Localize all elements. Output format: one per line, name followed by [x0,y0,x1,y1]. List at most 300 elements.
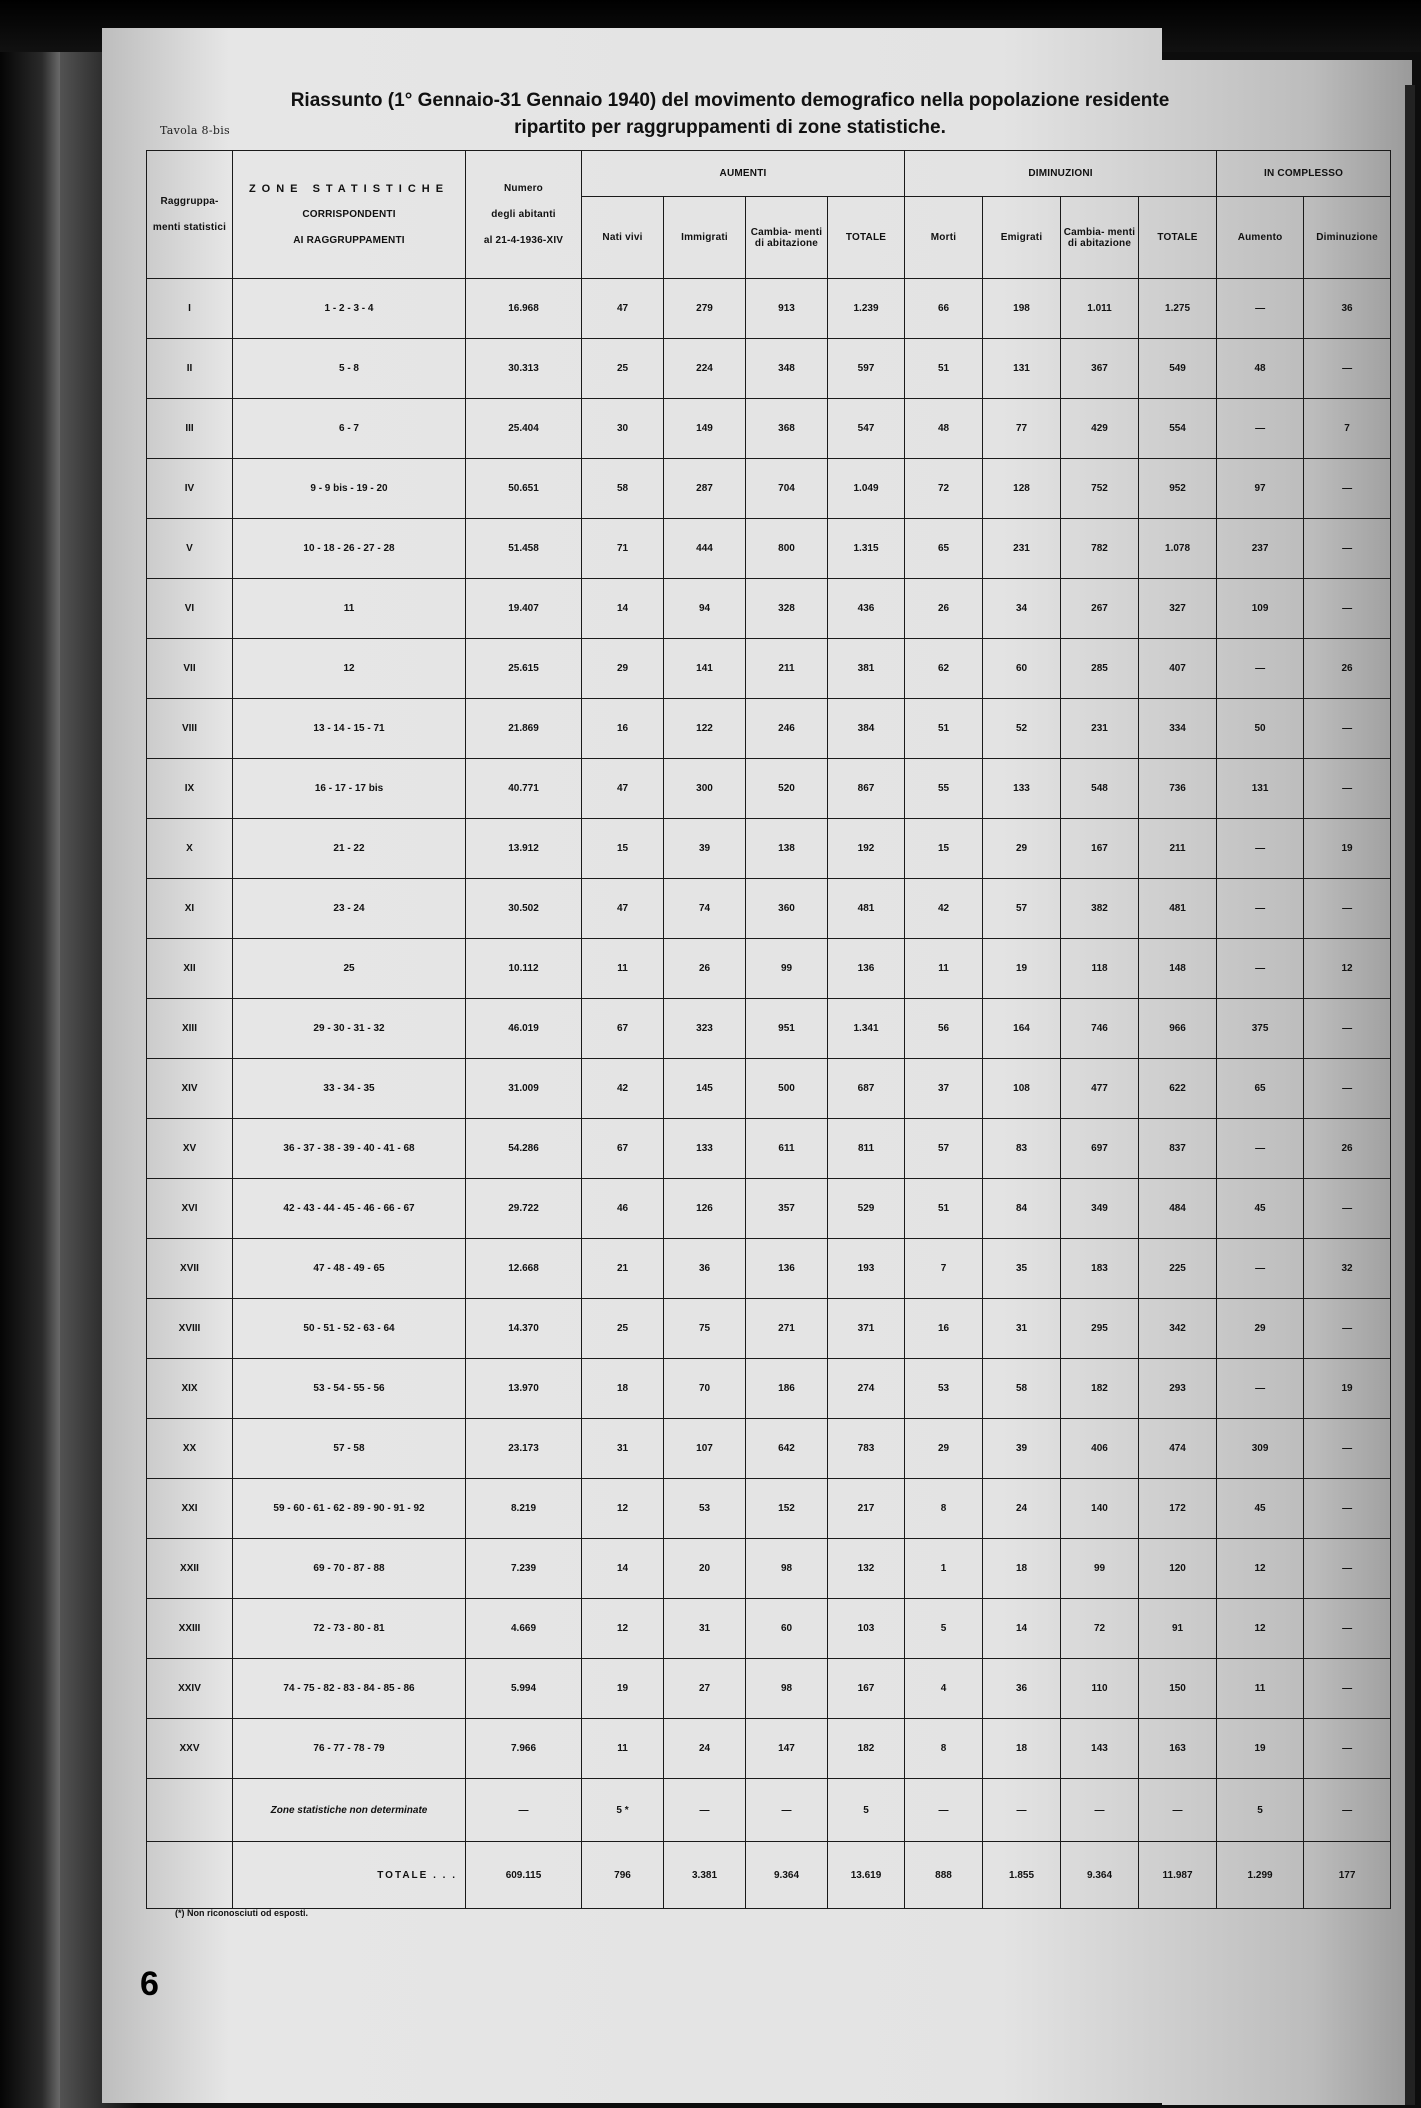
totale-dim-cell: 481 [1139,879,1217,939]
nati-vivi-cell: 47 [582,279,664,339]
immigrati-cell: 141 [664,639,746,699]
nati-vivi-cell: 21 [582,1239,664,1299]
totale-aum-cell: 192 [828,819,905,879]
zone-cell: 21 - 22 [233,819,466,879]
cambiamenti-aum-cell: 211 [746,639,828,699]
diminuzione-cell: 19 [1304,1359,1391,1419]
totale-aum-cell: 481 [828,879,905,939]
totals-abitanti: 609.115 [466,1842,582,1909]
immigrati-cell: 224 [664,339,746,399]
totale-dim-cell: 1.078 [1139,519,1217,579]
cambiamenti-aum-cell: 360 [746,879,828,939]
totale-aum-cell: 547 [828,399,905,459]
header-cambiamenti-aumenti: Cambia- menti di abitazione [746,197,828,279]
header-cambiamenti-diminuzioni: Cambia- menti di abitazione [1061,197,1139,279]
table-row [147,399,1391,459]
totale-aum-cell: 436 [828,579,905,639]
zone-cell: 36 - 37 - 38 - 39 - 40 - 41 - 68 [233,1119,466,1179]
nati-vivi-cell: 47 [582,879,664,939]
header-aumento: Aumento [1217,197,1304,279]
abitanti-cell: 40.771 [466,759,582,819]
cambiamenti-dim-cell: 295 [1061,1299,1139,1359]
emigrati-cell: 77 [983,399,1061,459]
diminuzione-cell: — [1304,1659,1391,1719]
immigrati-cell: 20 [664,1539,746,1599]
emigrati-cell: 108 [983,1059,1061,1119]
totals-cambiamenti-aum: 9.364 [746,1842,828,1909]
abitanti-cell: 25.404 [466,399,582,459]
raggruppamento-cell: XXIV [147,1659,233,1719]
immigrati-cell: 53 [664,1479,746,1539]
raggruppamento-cell: IV [147,459,233,519]
abitanti-cell: 23.173 [466,1419,582,1479]
emigrati-cell: 34 [983,579,1061,639]
morti-cell: 53 [905,1359,983,1419]
totale-dim-cell: 549 [1139,339,1217,399]
table-row [147,1479,1391,1539]
abitanti-cell: 10.112 [466,939,582,999]
footnote: (*) Non riconosciuti od esposti. [175,1908,309,1918]
morti-cell: 8 [905,1479,983,1539]
abitanti-cell: 46.019 [466,999,582,1059]
cambiamenti-aum-cell: 913 [746,279,828,339]
diminuzione-cell: — [1304,1479,1391,1539]
cambiamenti-aum-cell: 500 [746,1059,828,1119]
totale-aum-cell: 1.239 [828,279,905,339]
page-number: 6 [140,1965,159,2003]
header-aumenti: AUMENTI [582,151,905,197]
totale-aum-cell: 103 [828,1599,905,1659]
raggruppamento-cell: XIX [147,1359,233,1419]
nati-vivi-cell: 12 [582,1599,664,1659]
table-row [147,1659,1391,1719]
morti-cell: 37 [905,1059,983,1119]
cambiamenti-aum-cell: 186 [746,1359,828,1419]
immigrati-cell: 75 [664,1299,746,1359]
nati-vivi-cell: 71 [582,519,664,579]
zone-cell: 42 - 43 - 44 - 45 - 46 - 66 - 67 [233,1179,466,1239]
totale-dim-cell: 966 [1139,999,1217,1059]
totale-aum-cell: 1.341 [828,999,905,1059]
table-row [147,1179,1391,1239]
abitanti-cell: 30.313 [466,339,582,399]
header-zone-line1: ZONE STATISTICHE [248,182,450,195]
totale-dim-cell: 91 [1139,1599,1217,1659]
table-row [147,1119,1391,1179]
diminuzione-cell: — [1304,1719,1391,1779]
zone-cell: 1 - 2 - 3 - 4 [233,279,466,339]
immigrati-cell: 323 [664,999,746,1059]
cambiamenti-dim-cell: 477 [1061,1059,1139,1119]
morti-cell: 48 [905,399,983,459]
totals-row [147,1842,1391,1909]
raggruppamento-cell: II [147,339,233,399]
nati-vivi-cell: 67 [582,999,664,1059]
unassigned-rag-cell [147,1779,233,1842]
immigrati-cell: 94 [664,579,746,639]
immigrati-cell: 74 [664,879,746,939]
totale-dim-cell: 163 [1139,1719,1217,1779]
morti-cell: 5 [905,1599,983,1659]
immigrati-cell: 122 [664,699,746,759]
zone-cell: 47 - 48 - 49 - 65 [233,1239,466,1299]
emigrati-cell: 18 [983,1539,1061,1599]
raggruppamento-cell: X [147,819,233,879]
immigrati-cell: 26 [664,939,746,999]
aumento-cell: 12 [1217,1539,1304,1599]
emigrati-cell: 128 [983,459,1061,519]
nati-vivi-cell: 12 [582,1479,664,1539]
header-complesso: IN COMPLESSO [1217,151,1391,197]
nati-vivi-cell: 14 [582,579,664,639]
immigrati-cell: 133 [664,1119,746,1179]
cambiamenti-aum-cell: 611 [746,1119,828,1179]
header-nati-vivi: Nati vivi [582,197,664,279]
aumento-cell: 309 [1217,1419,1304,1479]
nati-vivi-cell: 29 [582,639,664,699]
emigrati-cell: 24 [983,1479,1061,1539]
cambiamenti-dim-cell: 429 [1061,399,1139,459]
cambiamenti-dim-cell: 1.011 [1061,279,1139,339]
aumento-cell: 50 [1217,699,1304,759]
table-row [147,519,1391,579]
nati-vivi-cell: 46 [582,1179,664,1239]
zone-cell: 10 - 18 - 26 - 27 - 28 [233,519,466,579]
cambiamenti-aum-cell: 368 [746,399,828,459]
aumento-cell: — [1217,1239,1304,1299]
morti-cell: 51 [905,699,983,759]
totale-dim-cell: 407 [1139,639,1217,699]
unassigned-abitanti: — [466,1779,582,1842]
totale-dim-cell: 172 [1139,1479,1217,1539]
cambiamenti-dim-cell: 167 [1061,819,1139,879]
unassigned-aumento: 5 [1217,1779,1304,1842]
unassigned-label: Zone statistiche non determinate [233,1779,466,1842]
aumento-cell: 19 [1217,1719,1304,1779]
aumento-cell: 29 [1217,1299,1304,1359]
abitanti-cell: 51.458 [466,519,582,579]
zone-cell: 16 - 17 - 17 bis [233,759,466,819]
cambiamenti-dim-cell: 349 [1061,1179,1139,1239]
morti-cell: 56 [905,999,983,1059]
immigrati-cell: 24 [664,1719,746,1779]
nati-vivi-cell: 18 [582,1359,664,1419]
aumento-cell: — [1217,1119,1304,1179]
totale-dim-cell: 342 [1139,1299,1217,1359]
cambiamenti-dim-cell: 143 [1061,1719,1139,1779]
zone-cell: 69 - 70 - 87 - 88 [233,1539,466,1599]
cambiamenti-dim-cell: 72 [1061,1599,1139,1659]
totale-aum-cell: 811 [828,1119,905,1179]
unassigned-diminuzione: — [1304,1779,1391,1842]
table-row [147,1359,1391,1419]
raggruppamento-cell: XI [147,879,233,939]
header-diminuzione: Diminuzione [1304,197,1391,279]
diminuzione-cell: — [1304,459,1391,519]
document-title: Riassunto (1° Gennaio-31 Gennaio 1940) del movimento demografico nella popolazione residente [290,90,1170,111]
diminuzione-cell: — [1304,999,1391,1059]
immigrati-cell: 70 [664,1359,746,1419]
morti-cell: 7 [905,1239,983,1299]
cambiamenti-dim-cell: 267 [1061,579,1139,639]
aumento-cell: 48 [1217,339,1304,399]
emigrati-cell: 131 [983,339,1061,399]
population-movement-table [146,150,1391,1909]
table-row [147,1719,1391,1779]
zone-cell: 33 - 34 - 35 [233,1059,466,1119]
aumento-cell: 45 [1217,1479,1304,1539]
nati-vivi-cell: 30 [582,399,664,459]
cambiamenti-aum-cell: 246 [746,699,828,759]
table-row [147,819,1391,879]
nati-vivi-cell: 67 [582,1119,664,1179]
cambiamenti-aum-cell: 357 [746,1179,828,1239]
nati-vivi-cell: 11 [582,1719,664,1779]
cambiamenti-dim-cell: 746 [1061,999,1139,1059]
raggruppamento-cell: XII [147,939,233,999]
table-row [147,1239,1391,1299]
raggruppamento-cell: XVIII [147,1299,233,1359]
table-row [147,579,1391,639]
totals-immigrati: 3.381 [664,1842,746,1909]
header-abitanti [466,151,582,279]
totals-label: TOTALE . . . [233,1842,466,1909]
abitanti-cell: 4.669 [466,1599,582,1659]
totale-dim-cell: 474 [1139,1419,1217,1479]
table-row [147,879,1391,939]
cambiamenti-dim-cell: 285 [1061,639,1139,699]
header-raggruppamenti: Raggruppa- menti statistici [147,151,233,279]
totals-morti: 888 [905,1842,983,1909]
immigrati-cell: 444 [664,519,746,579]
zone-cell: 72 - 73 - 80 - 81 [233,1599,466,1659]
table-row [147,279,1391,339]
cambiamenti-dim-cell: 118 [1061,939,1139,999]
totale-dim-cell: 334 [1139,699,1217,759]
cambiamenti-dim-cell: 752 [1061,459,1139,519]
totale-aum-cell: 783 [828,1419,905,1479]
diminuzione-cell: — [1304,579,1391,639]
emigrati-cell: 19 [983,939,1061,999]
raggruppamento-cell: XIV [147,1059,233,1119]
morti-cell: 11 [905,939,983,999]
aumento-cell: — [1217,879,1304,939]
totals-diminuzione: 177 [1304,1842,1391,1909]
immigrati-cell: 287 [664,459,746,519]
cambiamenti-dim-cell: 406 [1061,1419,1139,1479]
cambiamenti-dim-cell: 183 [1061,1239,1139,1299]
morti-cell: 65 [905,519,983,579]
cambiamenti-aum-cell: 147 [746,1719,828,1779]
unassigned-row [147,1779,1391,1842]
zone-cell: 53 - 54 - 55 - 56 [233,1359,466,1419]
totals-totale-aum: 13.619 [828,1842,905,1909]
emigrati-cell: 58 [983,1359,1061,1419]
totale-aum-cell: 1.049 [828,459,905,519]
abitanti-cell: 19.407 [466,579,582,639]
immigrati-cell: 149 [664,399,746,459]
aumento-cell: 97 [1217,459,1304,519]
header-abitanti-line1: Numero [504,182,543,194]
immigrati-cell: 279 [664,279,746,339]
totale-aum-cell: 597 [828,339,905,399]
aumento-cell: — [1217,399,1304,459]
raggruppamento-cell: I [147,279,233,339]
diminuzione-cell: 26 [1304,1119,1391,1179]
cambiamenti-aum-cell: 704 [746,459,828,519]
diminuzione-cell: — [1304,759,1391,819]
abitanti-cell: 8.219 [466,1479,582,1539]
raggruppamento-cell: XXV [147,1719,233,1779]
unassigned-totale-aum: 5 [828,1779,905,1842]
unassigned-cambiamenti-dim: — [1061,1779,1139,1842]
totale-dim-cell: 1.275 [1139,279,1217,339]
raggruppamento-cell: III [147,399,233,459]
immigrati-cell: 36 [664,1239,746,1299]
emigrati-cell: 39 [983,1419,1061,1479]
totale-aum-cell: 1.315 [828,519,905,579]
totale-dim-cell: 225 [1139,1239,1217,1299]
immigrati-cell: 31 [664,1599,746,1659]
totale-dim-cell: 293 [1139,1359,1217,1419]
header-abitanti-line3: al 21-4-1936-XIV [483,234,564,246]
emigrati-cell: 231 [983,519,1061,579]
table-footer [147,1779,1391,1909]
morti-cell: 42 [905,879,983,939]
cambiamenti-aum-cell: 642 [746,1419,828,1479]
zone-cell: 9 - 9 bis - 19 - 20 [233,459,466,519]
abitanti-cell: 5.994 [466,1659,582,1719]
zone-cell: 29 - 30 - 31 - 32 [233,999,466,1059]
aumento-cell: 45 [1217,1179,1304,1239]
abitanti-cell: 25.615 [466,639,582,699]
totals-totale-dim: 11.987 [1139,1842,1217,1909]
diminuzione-cell: 19 [1304,819,1391,879]
immigrati-cell: 27 [664,1659,746,1719]
aumento-cell: 375 [1217,999,1304,1059]
raggruppamento-cell: VI [147,579,233,639]
morti-cell: 29 [905,1419,983,1479]
table-row [147,759,1391,819]
diminuzione-cell: — [1304,1299,1391,1359]
cambiamenti-dim-cell: 382 [1061,879,1139,939]
totale-aum-cell: 687 [828,1059,905,1119]
cambiamenti-dim-cell: 99 [1061,1539,1139,1599]
totale-aum-cell: 167 [828,1659,905,1719]
totals-emigrati: 1.855 [983,1842,1061,1909]
cambiamenti-aum-cell: 60 [746,1599,828,1659]
nati-vivi-cell: 16 [582,699,664,759]
immigrati-cell: 107 [664,1419,746,1479]
morti-cell: 4 [905,1659,983,1719]
cambiamenti-dim-cell: 548 [1061,759,1139,819]
abitanti-cell: 50.651 [466,459,582,519]
table-row [147,1299,1391,1359]
totale-dim-cell: 554 [1139,399,1217,459]
nati-vivi-cell: 11 [582,939,664,999]
totals-nati: 796 [582,1842,664,1909]
cambiamenti-aum-cell: 951 [746,999,828,1059]
diminuzione-cell: — [1304,1419,1391,1479]
abitanti-cell: 54.286 [466,1119,582,1179]
unassigned-morti: — [905,1779,983,1842]
totale-aum-cell: 132 [828,1539,905,1599]
cambiamenti-aum-cell: 348 [746,339,828,399]
totals-rag-cell [147,1842,233,1909]
immigrati-cell: 39 [664,819,746,879]
totale-aum-cell: 136 [828,939,905,999]
cambiamenti-dim-cell: 782 [1061,519,1139,579]
zone-cell: 57 - 58 [233,1419,466,1479]
diminuzione-cell: 36 [1304,279,1391,339]
diminuzione-cell: — [1304,879,1391,939]
cambiamenti-aum-cell: 98 [746,1659,828,1719]
zone-cell: 6 - 7 [233,399,466,459]
immigrati-cell: 126 [664,1179,746,1239]
cambiamenti-aum-cell: 99 [746,939,828,999]
immigrati-cell: 300 [664,759,746,819]
header-zone-line2: CORRISPONDENTI [302,208,396,220]
emigrati-cell: 35 [983,1239,1061,1299]
diminuzione-cell: — [1304,1539,1391,1599]
table-row [147,939,1391,999]
totale-dim-cell: 327 [1139,579,1217,639]
cambiamenti-dim-cell: 140 [1061,1479,1139,1539]
diminuzione-cell: — [1304,1599,1391,1659]
emigrati-cell: 164 [983,999,1061,1059]
abitanti-cell: 30.502 [466,879,582,939]
nati-vivi-cell: 25 [582,1299,664,1359]
table-row [147,459,1391,519]
zone-cell: 13 - 14 - 15 - 71 [233,699,466,759]
morti-cell: 1 [905,1539,983,1599]
raggruppamento-cell: XXII [147,1539,233,1599]
totale-aum-cell: 371 [828,1299,905,1359]
morti-cell: 15 [905,819,983,879]
diminuzione-cell: — [1304,1059,1391,1119]
aumento-cell: 109 [1217,579,1304,639]
cambiamenti-aum-cell: 271 [746,1299,828,1359]
cambiamenti-aum-cell: 800 [746,519,828,579]
aumento-cell: 131 [1217,759,1304,819]
header-immigrati: Immigrati [664,197,746,279]
cambiamenti-aum-cell: 152 [746,1479,828,1539]
unassigned-cambiamenti-aum: — [746,1779,828,1842]
cambiamenti-dim-cell: 697 [1061,1119,1139,1179]
emigrati-cell: 36 [983,1659,1061,1719]
zone-cell: 25 [233,939,466,999]
table-row [147,1419,1391,1479]
table-row [147,639,1391,699]
table-body [147,279,1391,1779]
totale-dim-cell: 484 [1139,1179,1217,1239]
diminuzione-cell: — [1304,519,1391,579]
zone-cell: 76 - 77 - 78 - 79 [233,1719,466,1779]
morti-cell: 51 [905,1179,983,1239]
morti-cell: 66 [905,279,983,339]
raggruppamento-cell: XVII [147,1239,233,1299]
header-totale-diminuzioni: TOTALE [1139,197,1217,279]
header-abitanti-line2: degli abitanti [491,208,556,220]
emigrati-cell: 83 [983,1119,1061,1179]
totale-aum-cell: 381 [828,639,905,699]
totale-dim-cell: 736 [1139,759,1217,819]
table-row [147,999,1391,1059]
aumento-cell: — [1217,939,1304,999]
morti-cell: 55 [905,759,983,819]
totale-aum-cell: 182 [828,1719,905,1779]
cambiamenti-dim-cell: 182 [1061,1359,1139,1419]
